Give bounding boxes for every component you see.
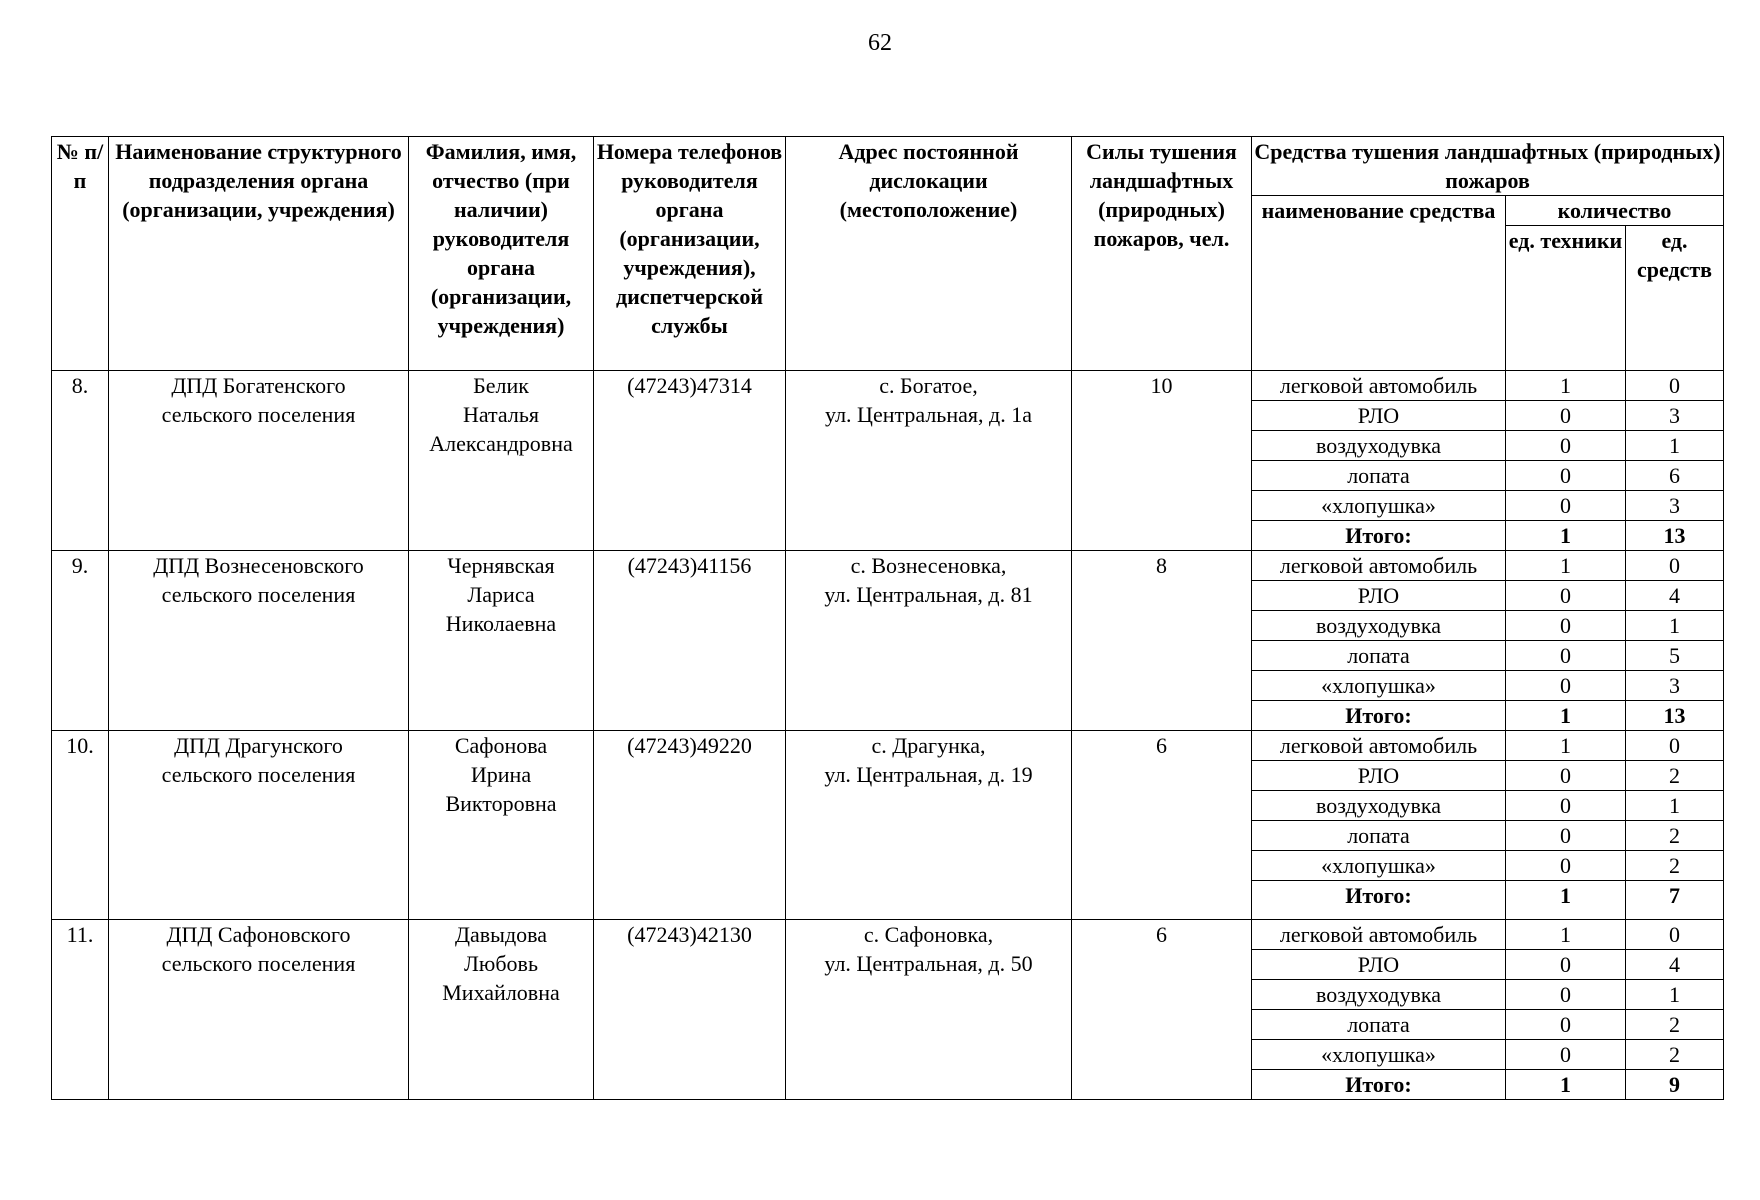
means-name: РЛО [1252,761,1506,791]
unit-name-line: сельского поселения [161,951,356,976]
unit-name [109,371,409,551]
unit-name-line: ДПД Сафоновского [166,922,351,947]
table-row [52,551,1724,581]
means-name: лопата [1252,821,1506,851]
units-tech: 0 [1506,641,1626,671]
units-means: 1 [1626,980,1724,1010]
means-name: воздуходувка [1252,980,1506,1010]
units-tech: 0 [1506,1040,1626,1070]
header-means-name: наименование средства [1252,196,1506,371]
table-body [52,371,1724,1100]
phone: (47243)49220 [594,731,786,920]
units-means: 1 [1626,611,1724,641]
head-name-line: Михайловна [442,980,560,1005]
means-name: воздуходувка [1252,611,1506,641]
table-row [52,920,1724,950]
units-tech: 0 [1506,611,1626,641]
unit-name-line: ДПД Богатенского [171,373,346,398]
address [786,551,1072,731]
unit-name [109,920,409,1100]
total-tech: 1 [1506,521,1626,551]
head-name-line: Чернявская [447,553,555,578]
address [786,371,1072,551]
total-tech: 1 [1506,701,1626,731]
units-tech: 0 [1506,461,1626,491]
units-tech: 0 [1506,671,1626,701]
address-line: с. Драгунка, [871,733,986,758]
units-tech: 0 [1506,431,1626,461]
head-name-line: Любовь [464,951,538,976]
means-name: легковой автомобиль [1252,731,1506,761]
row-num: 8. [52,371,109,551]
unit-name [109,551,409,731]
units-means: 1 [1626,791,1724,821]
total-means: 13 [1626,521,1724,551]
units-means: 0 [1626,731,1724,761]
means-name: «хлопушка» [1252,851,1506,881]
total-means: 9 [1626,1070,1724,1100]
units-means: 4 [1626,950,1724,980]
address-line: с. Вознесеновка, [850,553,1007,578]
address-line: с. Богатое, [879,373,978,398]
units-means: 1 [1626,431,1724,461]
means-name: «хлопушка» [1252,671,1506,701]
units-tech: 0 [1506,401,1626,431]
forces-count: 6 [1072,731,1252,920]
forces-count: 10 [1072,371,1252,551]
page-number: 62 [868,30,892,56]
header-address: Адрес постоянной дислокации (местоположение) [786,137,1072,371]
units-means: 2 [1626,851,1724,881]
means-name: «хлопушка» [1252,1040,1506,1070]
head-name [409,920,594,1100]
units-tech: 0 [1506,950,1626,980]
head-name-line: Викторовна [445,791,557,816]
units-tech: 0 [1506,581,1626,611]
unit-name [109,731,409,920]
total-tech: 1 [1506,881,1626,920]
row-num: 11. [52,920,109,1100]
units-means: 0 [1626,371,1724,401]
units-tech: 0 [1506,491,1626,521]
units-tech: 0 [1506,761,1626,791]
units-means: 3 [1626,671,1724,701]
units-tech: 0 [1506,851,1626,881]
forces-count: 6 [1072,920,1252,1100]
address-line: с. Сафоновка, [863,922,994,947]
head-name-line: Белик [473,373,529,398]
units-means: 6 [1626,461,1724,491]
total-label: Итого: [1252,881,1506,920]
phone: (47243)41156 [594,551,786,731]
units-means: 0 [1626,551,1724,581]
head-name [409,371,594,551]
unit-name-line: ДПД Вознесеновского [153,553,364,578]
unit-name-line: сельского поселения [161,402,356,427]
header-units-means: ед. средств [1626,226,1724,371]
units-means: 3 [1626,401,1724,431]
units-tech: 0 [1506,791,1626,821]
header-means: Средства тушения ландшафтных (природных) пожаров [1252,137,1724,196]
row-num: 9. [52,551,109,731]
head-name [409,731,594,920]
units-means: 2 [1626,1040,1724,1070]
head-name-line: Александровна [429,431,573,456]
means-name: воздуходувка [1252,791,1506,821]
header-forces: Силы тушения ландшафтных (природных) пожаров, чел. [1072,137,1252,371]
header-phones: Номера телефонов руководителя органа (организации, учреждения), диспетчерской службы [594,137,786,371]
address [786,731,1072,920]
means-name: легковой автомобиль [1252,920,1506,950]
unit-name-line: ДПД Драгунского [174,733,343,758]
means-name: легковой автомобиль [1252,551,1506,581]
units-tech: 0 [1506,1010,1626,1040]
units-means: 2 [1626,761,1724,791]
unit-name-line: сельского поселения [161,762,356,787]
means-name: лопата [1252,1010,1506,1040]
means-name: РЛО [1252,581,1506,611]
address-line: ул. Центральная, д. 81 [824,582,1033,607]
units-means: 3 [1626,491,1724,521]
unit-name-line: сельского поселения [161,582,356,607]
total-label: Итого: [1252,701,1506,731]
units-tech: 1 [1506,731,1626,761]
table-row [52,731,1724,761]
phone: (47243)47314 [594,371,786,551]
header-head: Фамилия, имя, отчество (при наличии) руководителя органа (организации, учреждения) [409,137,594,371]
phone: (47243)42130 [594,920,786,1100]
units-tech: 1 [1506,371,1626,401]
address-line: ул. Центральная, д. 1а [825,402,1032,427]
means-name: воздуходувка [1252,431,1506,461]
fire-resources-table [51,136,1724,1100]
units-tech: 1 [1506,920,1626,950]
header-name: Наименование структурного подразделения органа (организации, учреждения) [109,137,409,371]
head-name-line: Наталья [462,402,540,427]
head-name-line: Давыдова [455,922,547,947]
head-name-line: Лариса [467,582,535,607]
header-num: № п/п [52,137,109,371]
units-tech: 1 [1506,551,1626,581]
head-name [409,551,594,731]
head-name-line: Сафонова [454,733,548,758]
total-tech: 1 [1506,1070,1626,1100]
total-label: Итого: [1252,521,1506,551]
means-name: РЛО [1252,950,1506,980]
address [786,920,1072,1100]
total-means: 13 [1626,701,1724,731]
address-line: ул. Центральная, д. 19 [824,762,1033,787]
means-name: лопата [1252,461,1506,491]
units-means: 2 [1626,1010,1724,1040]
header-quantity: количество [1506,196,1724,226]
units-means: 4 [1626,581,1724,611]
forces-count: 8 [1072,551,1252,731]
units-means: 5 [1626,641,1724,671]
units-tech: 0 [1506,980,1626,1010]
total-label: Итого: [1252,1070,1506,1100]
table-row [52,371,1724,401]
header-units-tech: ед. техники [1506,226,1626,371]
means-name: «хлопушка» [1252,491,1506,521]
units-tech: 0 [1506,821,1626,851]
means-name: РЛО [1252,401,1506,431]
address-line: ул. Центральная, д. 50 [824,951,1033,976]
total-means: 7 [1626,881,1724,920]
row-num: 10. [52,731,109,920]
head-name-line: Николаевна [445,611,557,636]
units-means: 2 [1626,821,1724,851]
head-name-line: Ирина [470,762,532,787]
means-name: легковой автомобиль [1252,371,1506,401]
means-name: лопата [1252,641,1506,671]
units-means: 0 [1626,920,1724,950]
